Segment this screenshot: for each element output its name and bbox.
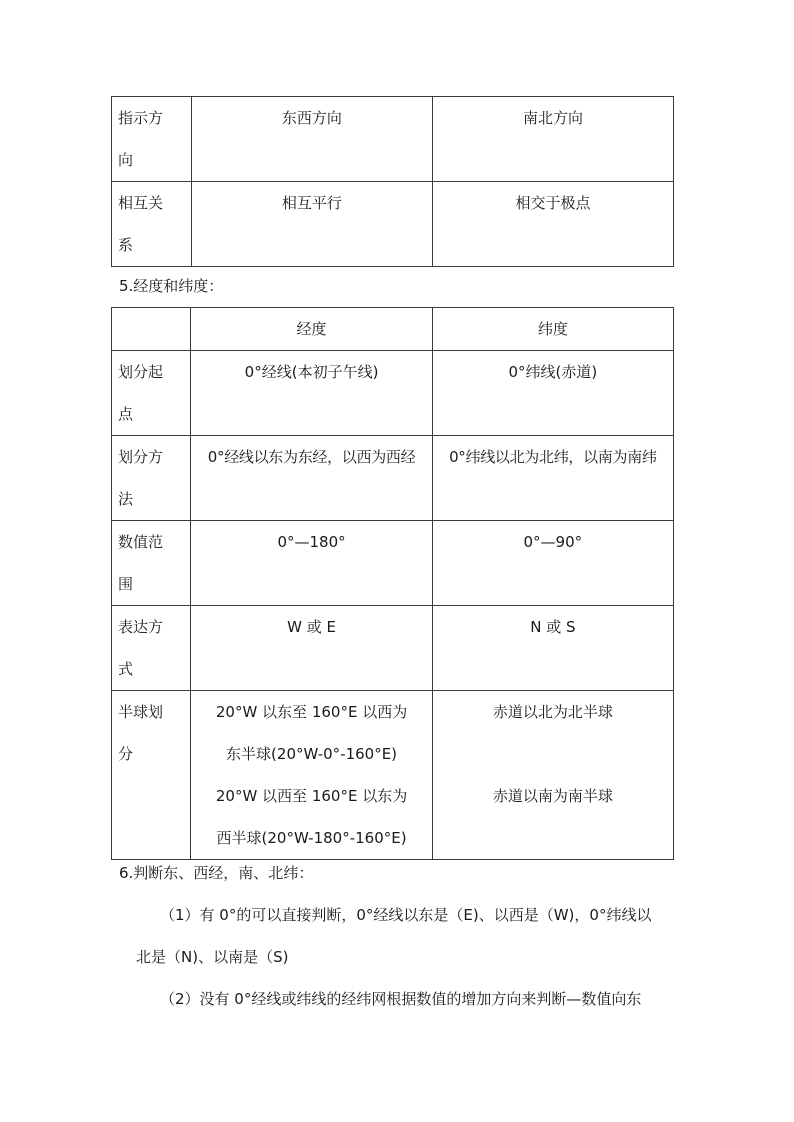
table-row bbox=[112, 521, 674, 606]
section-6-title: 6.判断东、西经，南、北纬： bbox=[119, 864, 314, 882]
cell-text: 0°经线(本初子午线) bbox=[244, 363, 379, 381]
cell-text: 赤道以南为南半球 bbox=[492, 787, 613, 805]
cell-text: 20°W 以西至 160°E 以东为 bbox=[215, 787, 408, 805]
cell-text: 赤道以北为北半球 bbox=[492, 703, 613, 721]
cell-text: 0°纬线以北为北纬，以南为南纬 bbox=[449, 448, 657, 466]
row-header-line: 数值范 bbox=[118, 533, 164, 551]
cell-text: 东半球(20°W-0°-160°E) bbox=[226, 745, 398, 763]
table-cell bbox=[191, 97, 432, 182]
table-row bbox=[112, 182, 674, 267]
cell-text: 0°—180° bbox=[277, 533, 346, 551]
row-header-line: 式 bbox=[118, 660, 134, 678]
table-cell bbox=[191, 351, 432, 436]
table-cell bbox=[432, 521, 673, 606]
cell-text: 南北方向 bbox=[522, 109, 583, 127]
row-header-line: 点 bbox=[118, 405, 134, 423]
table-cell bbox=[191, 436, 432, 521]
table-cell bbox=[432, 351, 673, 436]
paragraph-2-line-1: （2）没有 0°经线或纬线的经纬网根据数值的增加方向来判断—数值向东 bbox=[160, 990, 642, 1008]
row-header-line: 系 bbox=[118, 236, 134, 254]
table-cell bbox=[191, 521, 432, 606]
row-header bbox=[112, 606, 191, 691]
table-cell bbox=[432, 606, 673, 691]
table-row bbox=[112, 351, 674, 436]
section-5-title: 5.经度和纬度： bbox=[119, 277, 224, 295]
cell-text: 0°经线以东为东经，以西为西经 bbox=[207, 448, 416, 466]
row-header bbox=[112, 521, 191, 606]
row-header-line: 划分方 bbox=[118, 448, 164, 466]
table-cell bbox=[191, 182, 432, 267]
column-header bbox=[432, 308, 673, 351]
table-row bbox=[112, 606, 674, 691]
table-cell bbox=[432, 436, 673, 521]
table-row bbox=[112, 436, 674, 521]
column-header-text: 纬度 bbox=[537, 320, 568, 338]
table-cell bbox=[191, 691, 432, 860]
paragraph-1-line-2: 北是（N)、以南是（S) bbox=[136, 948, 289, 966]
cell-text: W 或 E bbox=[287, 618, 336, 636]
row-header-line: 围 bbox=[118, 575, 134, 593]
longitude-latitude-table bbox=[111, 307, 674, 860]
table-row bbox=[112, 691, 674, 860]
cell-text: 相交于极点 bbox=[515, 194, 591, 212]
row-header-line: 划分起 bbox=[118, 363, 164, 381]
table-row bbox=[112, 97, 674, 182]
row-header-line: 法 bbox=[118, 490, 134, 508]
table-cell bbox=[432, 97, 673, 182]
row-header bbox=[112, 351, 191, 436]
cell-text: 20°W 以东至 160°E 以西为 bbox=[215, 703, 408, 721]
cell-text: 西半球(20°W-180°-160°E) bbox=[216, 829, 407, 847]
row-header-line: 相互关 bbox=[118, 194, 164, 212]
row-header-line: 半球划 bbox=[118, 703, 164, 721]
cell-text: 相互平行 bbox=[281, 194, 342, 212]
row-header-line: 表达方 bbox=[118, 618, 164, 636]
direction-table bbox=[111, 96, 674, 267]
table-header-row bbox=[112, 308, 674, 351]
table-cell bbox=[191, 606, 432, 691]
row-header-line: 指示方 bbox=[118, 109, 164, 127]
cell-text: 0°—90° bbox=[523, 533, 583, 551]
row-header-line: 分 bbox=[118, 745, 134, 763]
table-cell bbox=[432, 182, 673, 267]
spacer bbox=[433, 733, 673, 775]
cell-text: N 或 S bbox=[530, 618, 576, 636]
column-header-text: 经度 bbox=[296, 320, 327, 338]
row-header bbox=[112, 436, 191, 521]
paragraph-1-line-1: （1）有 0°的可以直接判断，0°经线以东是（E)、以西是（W)，0°纬线以 bbox=[160, 906, 652, 924]
column-header bbox=[191, 308, 432, 351]
column-header bbox=[112, 308, 191, 351]
row-header bbox=[112, 691, 191, 860]
row-header bbox=[112, 182, 192, 267]
cell-text: 0°纬线(赤道) bbox=[508, 363, 598, 381]
cell-text: 东西方向 bbox=[281, 109, 342, 127]
row-header-line: 向 bbox=[118, 151, 134, 169]
row-header bbox=[112, 97, 192, 182]
table-cell bbox=[432, 691, 673, 860]
